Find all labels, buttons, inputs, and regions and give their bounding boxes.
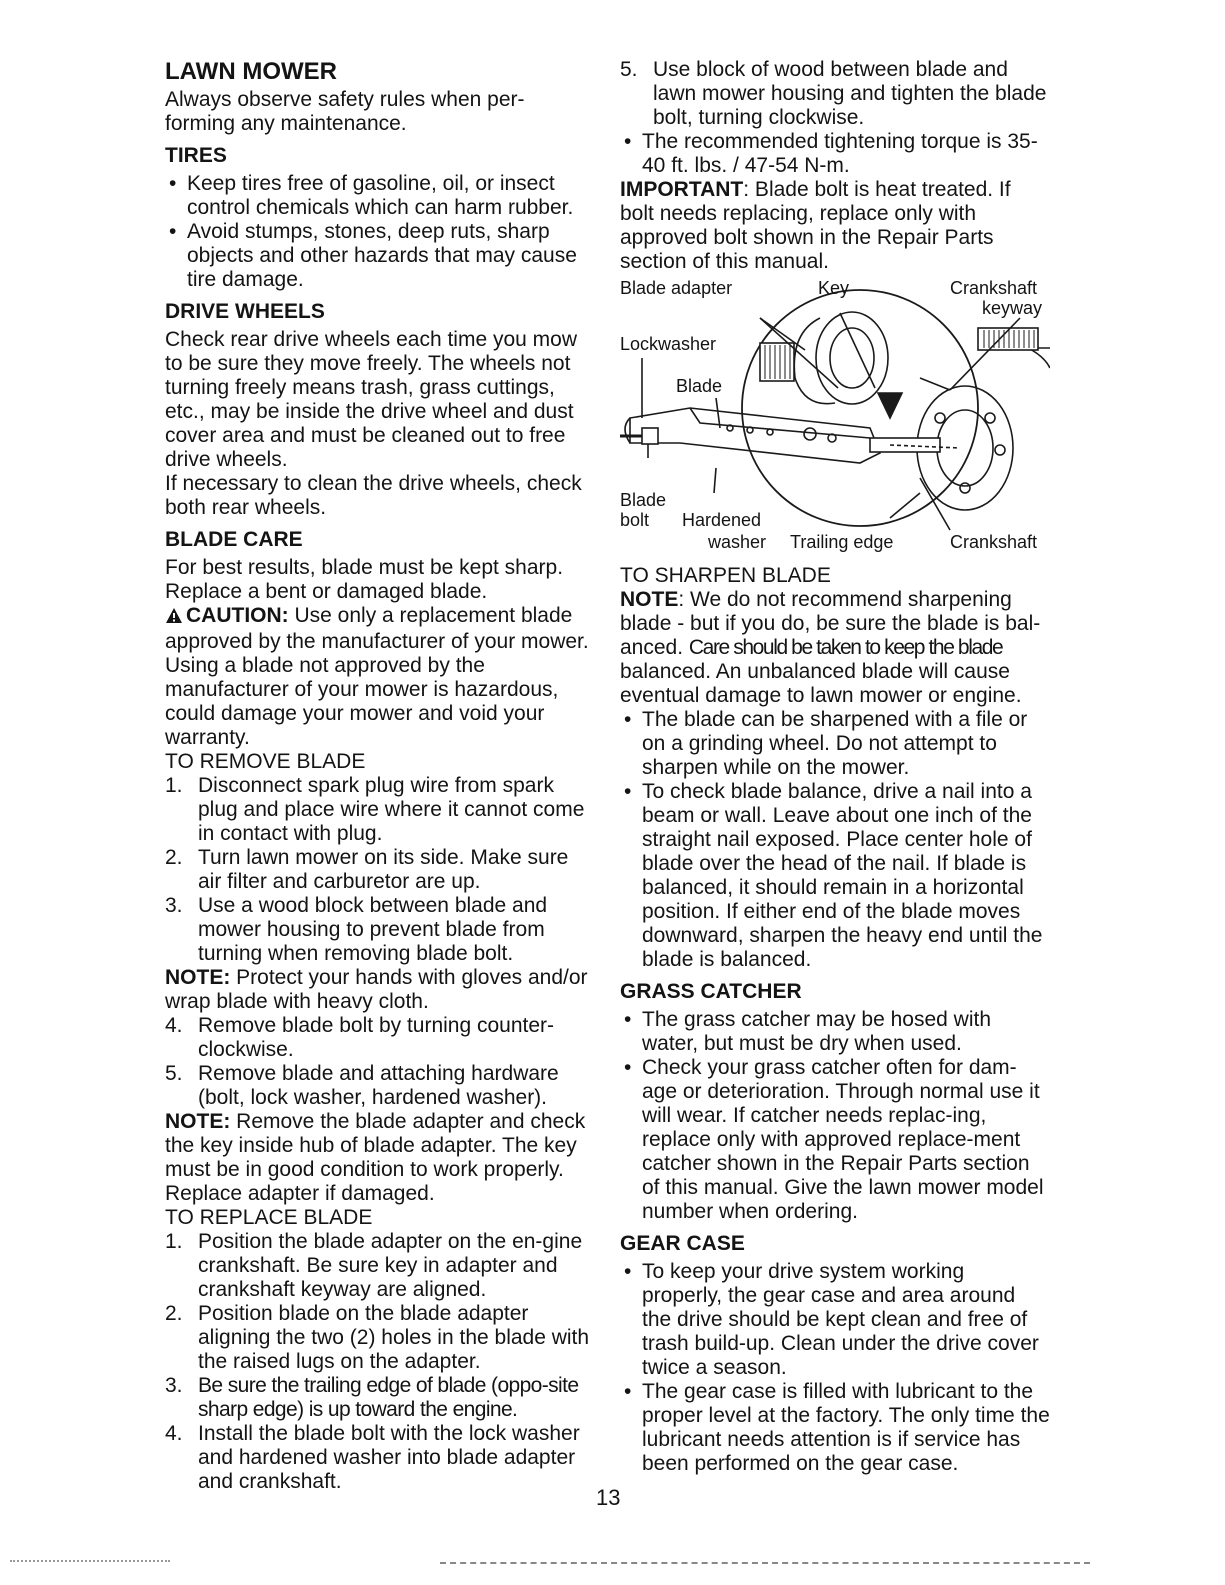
sharpen-note xyxy=(620,588,1050,708)
list-item: • Avoid stumps, stones, deep ruts, sharp objects and other hazards that may cause tire damage. xyxy=(165,220,590,292)
list-item xyxy=(165,846,590,894)
drive-wheels-text-2: If necessary to clean the drive wheels, check both rear wheels. xyxy=(165,472,582,519)
sharpen-list xyxy=(620,708,1050,972)
warning-triangle-icon xyxy=(165,606,183,630)
label-crankshaft-keyway: Crankshaft xyxy=(950,278,1038,298)
list-item: • Keep tires free of gasoline, oil, or insect control chemicals which can harm rubber. xyxy=(165,172,590,220)
important-label: IMPORTANT xyxy=(620,178,744,201)
step-text: Position the blade adapter on the en-gine crankshaft. Be sure key in adapter and crankshaft keyway are aligned. xyxy=(198,1230,583,1301)
list-item xyxy=(620,58,1050,130)
right-column xyxy=(620,58,1050,1476)
heading-remove-blade: TO REMOVE BLADE xyxy=(165,750,366,773)
list-item xyxy=(165,774,590,846)
list-item xyxy=(165,1230,590,1302)
caution-paragraph xyxy=(165,604,590,750)
heading-grass-catcher: GRASS CATCHER xyxy=(620,980,802,1003)
label-washer: washer xyxy=(708,532,767,552)
label-blade-adapter: Blade adapter xyxy=(620,278,733,298)
step-text: Turn lawn mower on its side. Make sure air filter and carburetor are up. xyxy=(198,846,569,893)
step-text: Remove blade bolt by turning counter-clockwise. xyxy=(198,1014,555,1061)
note-label: NOTE: xyxy=(165,966,231,989)
step-number: 2. xyxy=(165,846,183,869)
label-blade: Blade xyxy=(676,376,723,396)
step-text: Use block of wood between blade and lawn mower housing and tighten the blade bolt, turning clockwise. xyxy=(653,58,1047,129)
step-number: 4. xyxy=(165,1422,183,1445)
replace-steps xyxy=(165,1230,590,1494)
note-adapter xyxy=(165,1110,590,1206)
step-number: 1. xyxy=(165,774,183,797)
note-text: balanced. An unbalanced blade will cause eventual damage to lawn mower or engine. xyxy=(620,660,1022,707)
remove-steps-a xyxy=(165,774,590,966)
step-text: Use a wood block between blade and mower housing to prevent blade from turning when removing blade bolt. xyxy=(198,894,548,965)
grass-catcher-list xyxy=(620,1008,1050,1224)
step-text: Position blade on the blade adapter aligning the two (2) holes in the blade with the raised lugs on the adapter. xyxy=(198,1302,590,1373)
note-text: Remove the blade adapter and check the key inside hub of blade adapter. The key must be in good condition to work properly. Replace adapter if damaged. xyxy=(165,1110,586,1205)
label-crankshaft: Crankshaft xyxy=(950,532,1038,552)
blade-assembly-diagram xyxy=(620,278,1050,558)
list-item xyxy=(165,1062,590,1110)
list-item: • The grass catcher may be hosed with water, but must be dry when used. xyxy=(620,1008,1050,1056)
section-title-lawn-mower: LAWN MOWER xyxy=(165,58,337,85)
step-number: 4. xyxy=(165,1014,183,1037)
label-hardened: Hardened xyxy=(682,510,762,530)
step-number: 3. xyxy=(165,1374,183,1397)
note-text: : We do not recommend sharpening blade - but if you do, be sure the blade is bal-anced. xyxy=(620,588,1041,659)
important-paragraph xyxy=(620,178,1050,274)
caution-text: Use only a replacement blade approved by the manufacturer of your mower. Using a blade not approved by the manufacturer of your mower is hazardous, could damage your mower and void your warranty. xyxy=(165,604,589,749)
torque-list xyxy=(620,130,1050,178)
list-item: • To keep your drive system working properly, the gear case and area around the drive should be kept clean and free of trash build-up. Clean under the drive cover twice a season. xyxy=(620,1260,1050,1380)
step-text: Disconnect spark plug wire from spark plug and place wire where it cannot come in contact with plug. xyxy=(198,774,585,845)
heading-drive-wheels: DRIVE WHEELS xyxy=(165,300,325,323)
gear-case-list xyxy=(620,1260,1050,1476)
heading-replace-blade: TO REPLACE BLADE xyxy=(165,1206,373,1229)
caution-label: CAUTION: xyxy=(186,604,289,627)
step-number: 5. xyxy=(620,58,638,81)
footer-scan-marks xyxy=(10,1560,170,1566)
note-gloves xyxy=(165,966,590,1014)
label-key: Key xyxy=(818,278,850,298)
list-item xyxy=(165,1374,590,1422)
heading-blade-care: BLADE CARE xyxy=(165,528,303,551)
important-text: : Blade bolt is heat treated. If bolt needs replacing, replace only with approved bolt shown in the Repair Parts section of this manual. xyxy=(620,178,1011,273)
page-number: 13 xyxy=(596,1485,621,1510)
list-item: • Check your grass catcher often for dam-age or deterioration. Through normal use it will wear. If catcher needs replac-ing, replace only with approved replace-ment catcher shown in the Repair Parts section of this manual. Give the lawn mower model number when ordering. xyxy=(620,1056,1050,1224)
step-number: 5. xyxy=(165,1062,183,1085)
heading-tires: TIRES xyxy=(165,144,227,167)
step-text: Remove blade and attaching hardware (bolt, lock washer, hardened washer). xyxy=(198,1062,559,1109)
intro-text: Always observe safety rules when per-forming any maintenance. xyxy=(165,88,525,135)
blade-care-text: For best results, blade must be kept sharp. Replace a bent or damaged blade. xyxy=(165,556,564,603)
list-item xyxy=(165,894,590,966)
list-item: • The recommended tightening torque is 35-40 ft. lbs. / 47-54 N-m. xyxy=(620,130,1050,178)
list-item xyxy=(165,1014,590,1062)
replace-steps-continued xyxy=(620,58,1050,130)
note-label: NOTE: xyxy=(165,1110,231,1133)
step-number: 2. xyxy=(165,1302,183,1325)
label-blade-bolt: Blade xyxy=(620,490,667,510)
remove-steps-b xyxy=(165,1014,590,1110)
list-item: • The gear case is filled with lubricant to the proper level at the factory. The only time the lubricant needs attention is if service has been performed on the gear case. xyxy=(620,1380,1050,1476)
step-number: 1. xyxy=(165,1230,183,1253)
list-item xyxy=(165,1422,590,1494)
note-label: NOTE xyxy=(620,588,679,611)
drive-wheels-text: Check rear drive wheels each time you mow to be sure they move freely. The wheels not turning freely means trash, grass cuttings, etc., may be inside the drive wheel and dust cover area and must be cleaned out to free drive wheels. xyxy=(165,328,578,471)
label-lockwasher: Lockwasher xyxy=(620,334,717,354)
left-column xyxy=(165,58,590,1494)
list-item: • The blade can be sharpened with a file or on a grinding wheel. Do not attempt to sharpen while on the mower. xyxy=(620,708,1050,780)
step-text: Install the blade bolt with the lock washer and hardened washer into blade adapter and crankshaft. xyxy=(198,1422,580,1493)
heading-sharpen-blade: TO SHARPEN BLADE xyxy=(620,564,831,587)
note-text: Protect your hands with gloves and/or wrap blade with heavy cloth. xyxy=(165,966,588,1013)
list-item: • To check blade balance, drive a nail into a beam or wall. Leave about one inch of the straight nail exposed. Place center hole of blade over the head of the nail. If blade is balanced, it should remain in a horizontal position. If either end of the blade moves downward, sharpen the heavy end until the blade is balanced. xyxy=(620,780,1050,972)
step-number: 3. xyxy=(165,894,183,917)
tires-list xyxy=(165,172,590,292)
label-bolt: bolt xyxy=(620,510,650,530)
list-item xyxy=(165,1302,590,1374)
label-trailing-edge: Trailing edge xyxy=(790,532,894,552)
note-text-condensed: Care should be taken to keep the blade xyxy=(688,636,1003,659)
step-text: Be sure the trailing edge of blade (oppo-site sharp edge) is up toward the engine. xyxy=(198,1374,579,1421)
footer-scan-rule xyxy=(440,1562,1090,1564)
label-keyway: keyway xyxy=(982,298,1043,318)
heading-gear-case: GEAR CASE xyxy=(620,1232,745,1255)
